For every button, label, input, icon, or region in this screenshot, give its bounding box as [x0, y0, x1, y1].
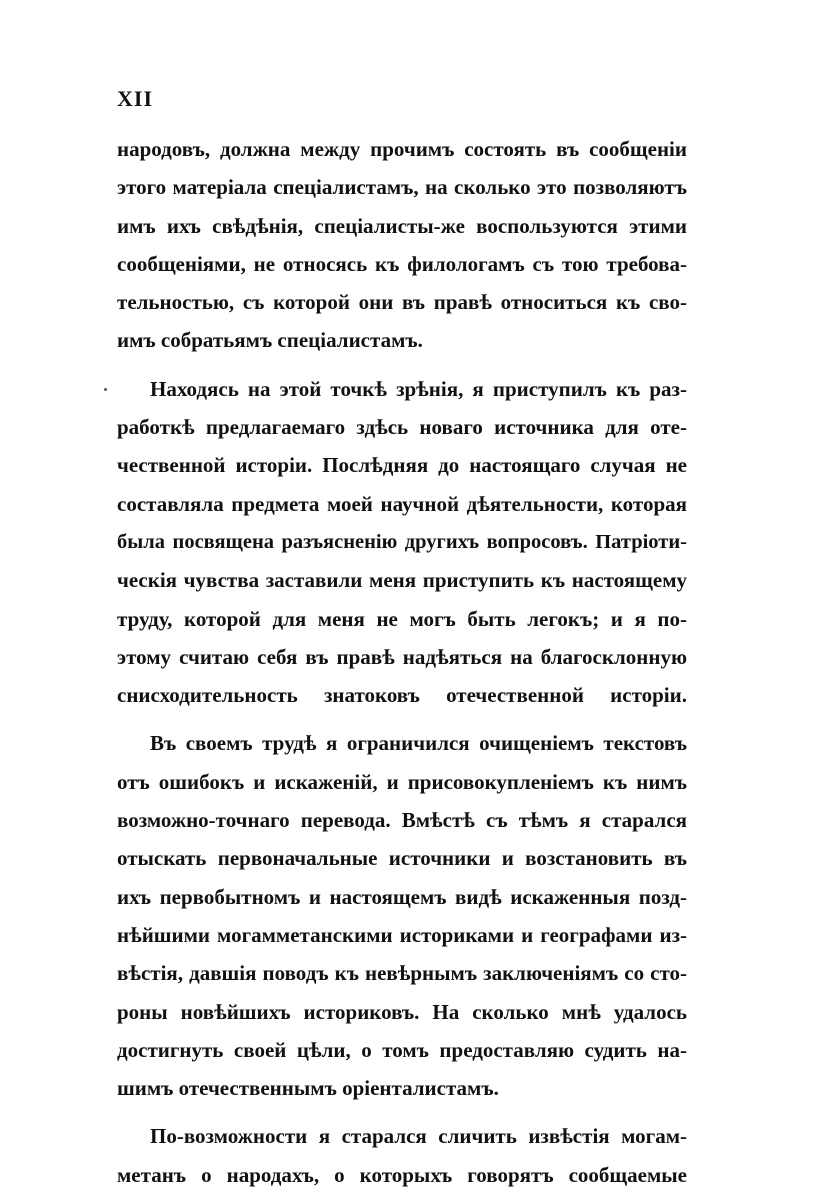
paragraph-4 [117, 1117, 687, 1194]
margin-mark [104, 388, 107, 391]
text-line-content: По-возможности я старался сличить извѣстія могам- [150, 1124, 687, 1149]
text-line: этого матеріала спеціалистамъ, на сколько это позволяютъ [117, 175, 687, 200]
text-line: имъ собратьямъ спеціалистамъ. [117, 328, 423, 353]
text-line [117, 370, 687, 408]
text-line: тельностью, съ которой они въ правѣ относиться къ сво- [117, 290, 687, 315]
text-line: достигнуть своей цѣли, о томъ предоставляю судить на- [117, 1037, 687, 1062]
text-line: вѣстія, давшія поводъ къ невѣрнымъ заключеніямъ со сто- [117, 961, 687, 986]
text-line: этому считаю себя въ правѣ надѣяться на благосклонную [117, 644, 687, 669]
paragraph-3 [117, 724, 687, 1107]
page-number: XII [117, 86, 154, 111]
text-line: снисходительность знатоковъ отечественной исторіи. [117, 683, 687, 708]
text-line: отыскать первоначальные источники и возстановить въ [117, 846, 687, 871]
text-line: отъ ошибокъ и искаженій, и присовокупленіемъ къ нимъ [117, 769, 687, 794]
paragraph-2 [117, 370, 687, 715]
text-line [117, 724, 687, 762]
text-line-content: Находясь на этой точкѣ зрѣнія, я приступилъ къ раз- [150, 376, 687, 401]
paragraph-1 [117, 130, 687, 360]
text-line [117, 1117, 687, 1155]
text-line: возможно-точнаго перевода. Вмѣстѣ съ тѣмъ я старался [117, 808, 687, 833]
text-line: работкѣ предлагаемаго здѣсь новаго источника для оте- [117, 415, 687, 440]
text-line: метанъ о народахъ, о которыхъ говорятъ сообщаемые [117, 1162, 687, 1187]
text-line: ихъ первобытномъ и настоящемъ видѣ искаженныя позд- [117, 884, 687, 909]
text-line-content: Въ своемъ трудѣ я ограничился очищеніемъ текстовъ [150, 731, 687, 756]
text-line: сообщеніями, не относясь къ филологамъ съ тою требова- [117, 251, 687, 276]
text-line: составляла предмета моей научной дѣятельности, которая [117, 491, 687, 516]
text-line: ческія чувства заставили меня приступить къ настоящему [117, 568, 687, 593]
text-line: была посвящена разъясненію другихъ вопросовъ. Патріоти- [117, 530, 687, 553]
text-line: роны новѣйшихъ историковъ. На сколько мнѣ удалось [117, 999, 687, 1024]
text-line: народовъ, должна между прочимъ состоять въ сообщеніи [117, 137, 687, 161]
text-line: шимъ отечественнымъ оріенталистамъ. [117, 1076, 499, 1101]
text-line: чественной исторіи. Послѣдняя до настоящаго случая не [117, 453, 687, 478]
text-line: имъ ихъ свѣдѣнія, спеціалисты-же воспользуются этими [117, 213, 687, 238]
text-line: труду, которой для меня не могъ быть легокъ; и я по- [117, 606, 687, 631]
text-line: нѣйшими могамметанскими историками и географами из- [117, 922, 687, 947]
body-text [117, 130, 687, 1194]
